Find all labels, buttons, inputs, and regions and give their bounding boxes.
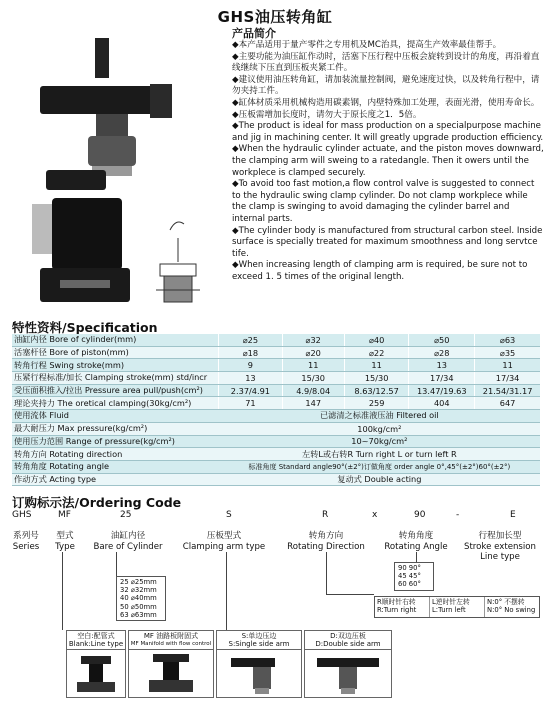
connector-line — [226, 552, 227, 630]
card-header — [305, 631, 391, 650]
intro-paragraph: ◆To avoid too fast motion,a flow control valve is suggested to connect to the hydraulic swing clamp cylinder. Do not clamp workplece while the clamp is swinging to avoid damaging the cylinder barrel and internal parts. — [232, 179, 535, 224]
cell: 11 — [344, 359, 409, 372]
card-header — [67, 631, 125, 650]
angle-option: 60 60° — [398, 580, 421, 589]
label-direction — [278, 531, 374, 552]
row-label: 受压面积推入/拉出 Pressure area pull/push(cm²) — [12, 384, 219, 397]
label-cn: 转角方向 — [308, 531, 344, 541]
cell: 11 — [475, 359, 540, 372]
cell: 13 — [219, 372, 282, 385]
table-row — [12, 422, 540, 435]
connector-line — [416, 552, 417, 562]
cell: 13.47/19.63 — [409, 384, 475, 397]
cell: 71 — [219, 397, 282, 410]
card-header — [217, 631, 301, 650]
table-row — [12, 448, 540, 461]
table-row — [12, 346, 540, 359]
code-arm: S — [226, 510, 232, 520]
intro-paragraph: ◆主要功能为油压缸作动时，活塞下压行程中压板会旋转到设计的角度，再沿着直线继续下压直到压板夹紧工件。 — [232, 51, 540, 74]
label-series — [6, 531, 46, 552]
type-card-mf — [128, 630, 214, 698]
cell: 404 — [409, 397, 475, 410]
label-cn: 行程加长型 — [478, 531, 522, 541]
ordering-heading: 订购标示法/Ordering Code — [12, 495, 182, 510]
intro-paragraph: ◆The product is ideal for mass production on a specialpurpose machine and jig in machining center. It will greatly upgrade production efficiency. — [232, 121, 544, 143]
cell: 259 — [344, 397, 409, 410]
cell: ⌀20 — [282, 346, 344, 359]
code-direction: R — [322, 510, 329, 520]
double-arm-image — [305, 650, 391, 696]
intro-paragraph: ◆When the hydraulic cylinder actuate, and the piston moves downward, the clamping arm will sweing to a ratedangle. Then it owers until the workplece is clamped securely. — [232, 144, 544, 178]
card-title-en: S:Single side arm — [228, 640, 290, 648]
bore-option: 63 ⌀63mm — [120, 610, 157, 619]
cell: 15/30 — [282, 372, 344, 385]
code-x: x — [372, 510, 378, 520]
bore-option: 25 ⌀25mm — [120, 578, 157, 586]
angle-option: 90 90° — [398, 564, 421, 572]
cell: 13 — [409, 359, 475, 372]
label-arm — [174, 531, 274, 552]
bore-options — [116, 576, 166, 621]
cell: 8.63/12.57 — [344, 384, 409, 397]
cell: ⌀40 — [344, 334, 409, 346]
card-title-cn: D:双边压板 — [330, 632, 366, 640]
angle-option: 45 45° — [398, 572, 421, 581]
label-cn: 型式 — [56, 531, 74, 541]
label-en: Rotating Direction — [287, 541, 365, 552]
cell: 已滤清之标准液压油 Filtered oil — [219, 410, 540, 423]
table-row — [12, 397, 540, 410]
card-title-cn: MF 油路板附固式 — [143, 632, 199, 640]
table-row — [12, 384, 540, 397]
row-label: 压紧行程标准/加长 Clamping stroke(mm) std/incr — [12, 372, 219, 385]
cell: ⌀18 — [219, 346, 282, 359]
label-cn: 压板型式 — [206, 531, 242, 541]
label-cn: 油缸内径 — [110, 531, 146, 541]
direction-option: R顺时针右转 R:Turn right — [377, 598, 417, 615]
cell: 左转L或右转R Turn right L or turn left R — [219, 448, 540, 461]
row-label: 转角方向 Rotating direction — [12, 448, 219, 461]
cell: ⌀28 — [409, 346, 475, 359]
swing-clamp-image-bottom — [32, 170, 130, 302]
label-en: Type — [55, 541, 75, 552]
cell: ⌀22 — [344, 346, 409, 359]
cell: 11 — [282, 359, 344, 372]
intro-paragraph: ◆缸体材质采用机械构造用碳素钢，内壁特殊加工处理，表面光滑，使用寿命长。 — [232, 97, 540, 108]
cell: 10~70kg/cm² — [219, 435, 540, 448]
bore-option: 50 ⌀50mm — [120, 602, 157, 611]
connector-line — [326, 552, 327, 594]
direction-option: L逆时针左转 L:Turn left — [429, 597, 484, 617]
bore-option: 40 ⌀40mm — [120, 594, 157, 603]
intro-paragraph: ◆本产品适用于量产零件之专用机及MC治具，提高生产效率最佳帮手。 — [232, 40, 502, 50]
table-row — [12, 473, 540, 486]
row-label: 转角行程 Swing stroke(mm) — [12, 359, 219, 372]
angle-options — [394, 562, 434, 591]
table-row — [12, 460, 540, 473]
label-en: Series — [12, 541, 40, 552]
single-arm-image — [217, 650, 301, 696]
table-row — [12, 372, 540, 385]
card-title-en: D:Double side arm — [315, 640, 381, 648]
connector-line — [62, 552, 63, 630]
cell: ⌀32 — [282, 334, 344, 346]
bore-option: 32 ⌀32mm — [120, 586, 157, 595]
card-title-en: MF Manifold with flow control — [130, 641, 212, 647]
row-label: 使用流体 Fluid — [12, 410, 219, 423]
spec-heading: 特性资料/Specification — [12, 320, 158, 335]
card-header — [129, 631, 213, 650]
cell: 147 — [282, 397, 344, 410]
label-cn: 系列号 — [13, 531, 39, 541]
table-row — [12, 359, 540, 372]
row-label: 作动方式 Acting type — [12, 473, 219, 486]
code-series: GHS — [12, 510, 32, 520]
row-label: 使用压力范围 Range of pressure(kg/cm²) — [12, 435, 219, 448]
intro-paragraph: ◆建议使用油压转角缸，请加装流量控制阀，避免速度过快，以及转角行程中，请勿夹持工件。 — [232, 74, 540, 97]
row-label: 油缸内径 Bore of cylinder(mm) — [12, 334, 219, 346]
cell: ⌀35 — [475, 346, 540, 359]
row-label: 活塞杆径 Bore of piston(mm) — [12, 346, 219, 359]
label-cn: 转角角度 — [398, 531, 434, 541]
page-title: GHS油压转角缸 — [217, 8, 333, 26]
code-dash: - — [456, 510, 460, 520]
arm-card-single — [216, 630, 302, 698]
card-title-cn: S:单边压边 — [241, 632, 277, 640]
cell: 9 — [219, 359, 282, 372]
cell: 21.54/31.17 — [475, 384, 540, 397]
code-angle: 90 — [414, 510, 426, 520]
cell: 标准角度 Standard angle90°(±2°)订做角度 order angle 0°,45°(±2°)60°(±2°) — [219, 460, 540, 473]
cell: 17/34 — [475, 372, 540, 385]
code-bore: 25 — [120, 510, 132, 520]
clamp-image — [129, 650, 213, 696]
intro-heading: 产品简介 — [232, 27, 276, 40]
row-label: 最大耐压力 Max pressure(kg/cm²) — [12, 422, 219, 435]
cell: 17/34 — [409, 372, 475, 385]
cell: 复动式 Double acting — [219, 473, 540, 486]
cell: 2.37/4.91 — [219, 384, 282, 397]
clamp-image — [67, 650, 125, 696]
product-photo — [0, 28, 220, 318]
table-row — [12, 435, 540, 448]
label-en: Stroke extension Line type — [463, 541, 536, 562]
direction-options — [374, 596, 540, 618]
row-label: 理论夹持力 The oretical clamping(30kg/cm²) — [12, 397, 219, 410]
label-en: Rotating Angle — [384, 541, 448, 552]
intro-text — [232, 40, 544, 283]
cell: 15/30 — [344, 372, 409, 385]
intro-paragraph: ◆The cylinder body is manufactured from structural carbon steel. Inside surface is specially treated for maximum smoothness and long servtce tife. — [232, 225, 543, 259]
spec-table — [12, 334, 540, 486]
cell: 100kg/cm² — [219, 422, 540, 435]
table-row — [12, 334, 540, 346]
type-card-blank — [66, 630, 126, 698]
label-extension — [458, 531, 542, 563]
row-label: 转角角度 Rotating angle — [12, 460, 219, 473]
cell: ⌀25 — [219, 334, 282, 346]
label-angle — [378, 531, 454, 552]
connector-line — [326, 594, 374, 595]
intro-paragraph: ◆压板需增加长度时，请勿大于原长度之1．5倍。 — [232, 109, 422, 120]
connector-line — [116, 552, 117, 576]
direction-option: N:0° 不摆转 N:0° No swing — [484, 597, 539, 617]
cell: 647 — [475, 397, 540, 410]
code-type: MF — [58, 510, 71, 520]
label-bore — [86, 531, 170, 552]
label-en: Bare of Cylinder — [93, 541, 163, 552]
cell: ⌀50 — [409, 334, 475, 346]
cell: ⌀63 — [475, 334, 540, 346]
card-title-cn: 空白:配管式 — [77, 632, 115, 640]
label-type — [48, 531, 82, 552]
card-title-en: Blank:Line type — [68, 640, 124, 648]
cell: 4.9/8.04 — [282, 384, 344, 397]
intro-paragraph: ◆When increasing length of clamping arm is required, be sure not to exceed 1. 5 times of the original length. — [232, 260, 528, 282]
code-extension: E — [510, 510, 516, 520]
label-en: Clamping arm type — [182, 541, 266, 552]
arm-card-double — [304, 630, 392, 698]
table-row — [12, 410, 540, 423]
swing-clamp-image-top — [40, 38, 172, 176]
motion-diagram — [156, 222, 200, 302]
